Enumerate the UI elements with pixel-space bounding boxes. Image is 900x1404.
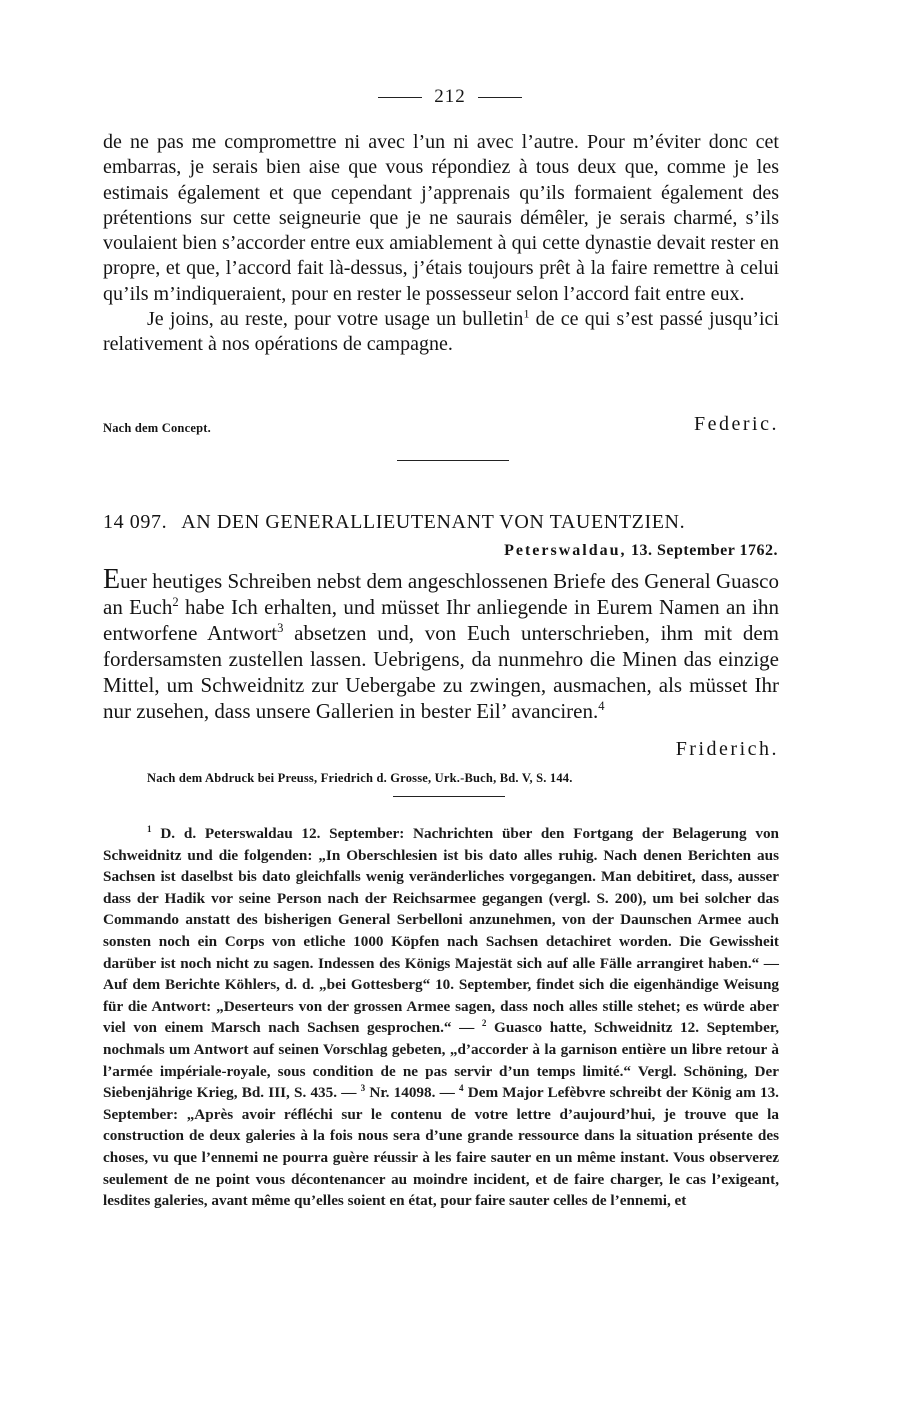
footnote-ref-4: 4 [598,699,605,713]
letter-heading [103,511,779,534]
footnote-block [103,823,779,1212]
footnote-mark-1: 1 [147,823,152,834]
footnote-divider [393,796,505,797]
footnote-ref-2: 2 [172,595,179,609]
footnote-3-text: Nr. 14098. — [365,1084,459,1102]
letter-initial: E [103,564,121,595]
continuation-paragraph: de ne pas me compromettre ni avec l’un ni avec l’autre. Pour m’éviter donc cet embarras, je serais bien aise que vous répondiez à tous deux que, comme je les estimais également et que cependant j’apprenais qu’ils formaient également des prétentions sur cette seigneurie que je ne saurais démêler, je serais charmé, s’ils voulaient bien s’accorder entre eux amiablement à qui cette dynastie devait rester en propre, et que, l’accord fait là-dessus, j’étais toujours prêt à la faire remettre à celui qu’ils m’indiqueraient, pour en rester le possesseur selon l’accord fait entre eux. [103,131,779,305]
letter-text-1: uer heutiges Schreiben nebst dem angeschlossenen Briefe des General Guasco an Euch [103,569,779,619]
closing-row-2 [103,735,779,761]
bulletin-paragraph [103,307,779,358]
letter-place: Peterswaldau, [504,542,627,559]
page-header [0,86,900,108]
letter-continuation [103,130,779,358]
footnote-mark-2: 2 [481,1018,487,1029]
header-right-dash [478,97,522,98]
signature-friderich: Friderich. [675,738,779,760]
source-note-2: Nach dem Abdruck bei Preuss, Friedrich d. Grosse, Urk.-Buch, Bd. V, S. 144. [147,771,573,785]
footnote-ref-3: 3 [277,621,284,635]
bulletin-text-start: Je joins, au reste, pour votre usage un bulletin [147,308,524,331]
letter-recipient: AN DEN GENERALLIEUTENANT VON TAUENTZIEN. [181,511,686,533]
letter-place-date [504,542,778,560]
source-row-2 [103,760,779,786]
letter-text-3: absetzen und, von Euch unterschrieben, ihm mit dem fordersamsten zustellen lassen. Uebrigens, da nunmehro die Minen das einzige Mittel, um Schweidnitz zur Uebergabe zu zwingen, ausmachen, als müsset Ihr nur zusehen, dass unsere Gallerien in bester Eil’ avanciren. [103,621,779,723]
footnote-ref-1: 1 [523,306,530,321]
footnote-1-text: D. d. Peterswaldau 12. September: Nachrichten über den Fortgang der Belagerung von Schweidnitz und die folgenden: „In Oberschlesien ist bis dato alles ruhig. Nach denen Berichten aus Sachsen ist daselbst bis dato gleichfalls wenig veränderliches vorgegangen. Man debitiret, dass, ausser dass der Hadik vor seine Person nach der Reichsarmee gegangen (vergl. S. 200), um bei solcher das Commando anstatt des bisherigen General Serbelloni anzunehmen, von der Daunschen Armee auch sonsten noch ein Corps von etliche 1000 Köpfen nach Sachsen detachiret worden. Die Gewissheit darüber ist noch nicht zu sagen. Indessen des Königs Majestät sich auf alle Fälle arrangiret haben.“ — Auf dem Berichte Köhlers, d. d. „bei Gottesberg“ 10. September, findet sich die eigenhändige Weisung für die Antwort: „Deserteurs von der grossen Armee sagen, dass noch alles stille stehet; es würde aber viel von einem Marsch nach Sachsen gesprochen.“ — [103,825,779,1037]
letter-number: 14 097. [103,511,168,533]
letter-text-2: habe Ich erhalten, und müsset Ihr anliegende in Eurem Namen an ihn entworfene Antwort [103,595,779,645]
footnote-mark-3: 3 [360,1083,366,1094]
header-left-dash [378,97,422,98]
footnote-mark-4: 4 [458,1083,464,1094]
source-note-1: Nach dem Concept. [103,421,211,435]
footnote-4-text: Dem Major Lefèbvre schreibt der König am 13. September: „Après avoir réfléchi sur le contenu de votre lettre d’aujourd’hui, je trouve que la construction de deux galeries à la fois nous sera d’une grande ressource dans la situation présente des choses, vu que l’ennemi ne pourra guère réussir à les faire sauter en un même instant. Vous observerez seulement de ne point vous décontenancer au moindre incident, et de faire charger, le cas l’exigeant, lesdites galeries, avant même qu’elles soient en état, pour faire sauter celles de l’ennemi, et [103,1084,779,1210]
letter-paragraph [103,564,779,724]
letter-body [103,564,779,724]
closing-row-1 [103,410,779,436]
section-divider [397,460,509,461]
page-number: 212 [434,86,466,107]
signature-federic: Federic. [694,413,779,435]
letter-date: 13. September 1762. [631,542,778,559]
bulletin-text-end: de ce qui s’est passé jusqu’ici relativement à nos opérations de campagne. [103,308,779,356]
footnote-2-text: Guasco hatte, Schweidnitz 12. September, nochmals um Antwort auf seinen Vorschlag gebeten, „d’accorder à la garnison entière un libre retour à l’armée impériale-royale, sous condition de ne pas servir d’un temps limité.“ Vergl. Schöning, Der Siebenjährige Krieg, Bd. III, S. 435. — [103,1019,779,1102]
footnotes [103,823,779,1212]
